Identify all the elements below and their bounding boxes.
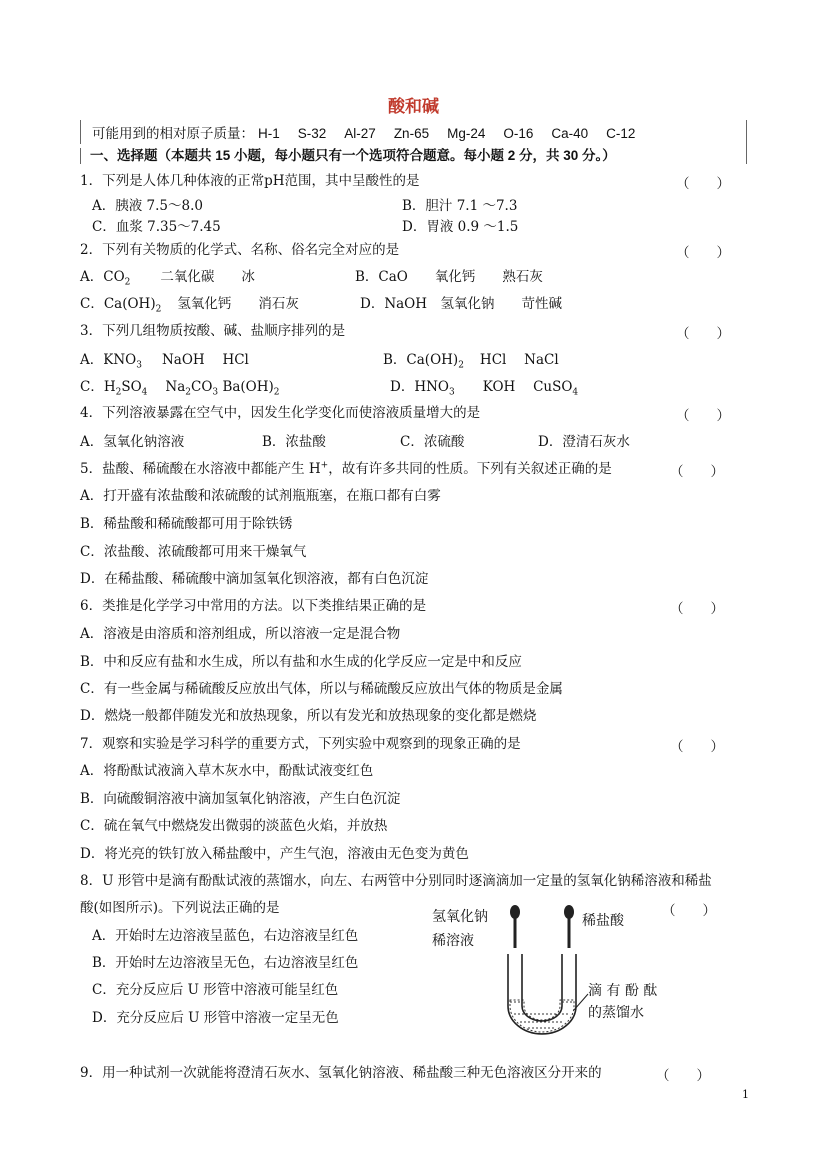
q6-option-b: B．中和反应有盐和水生成，所以有盐和水生成的化学反应一定是中和反应 bbox=[80, 654, 522, 670]
u-tube-drawing bbox=[428, 902, 688, 1042]
section-rule bbox=[80, 148, 81, 164]
atomic-masses-label: 可能用到的相对原子质量： bbox=[92, 126, 254, 141]
q8-answer-bracket: （ ） bbox=[662, 903, 716, 919]
q8-option-a: A．开始时左边溶液呈蓝色，右边溶液呈红色 bbox=[92, 928, 359, 944]
q5-stem-sup: + bbox=[320, 460, 329, 471]
q2-c-sub: 2 bbox=[155, 304, 162, 315]
q7-option-c: C．硫在氧气中燃烧发出微弱的淡蓝色火焰，并放热 bbox=[80, 818, 388, 834]
q8-option-c: C．充分反应后 U 形管中溶液可能呈红色 bbox=[92, 982, 339, 998]
q6-option-c: C．有一些金属与稀硫酸反应放出气体，所以与稀硫酸反应放出气体的物质是金属 bbox=[80, 681, 563, 697]
q3-option-a bbox=[80, 351, 249, 369]
q3-d-sub: 4 bbox=[572, 387, 579, 398]
hcl-label: 稀盐酸 bbox=[582, 913, 624, 929]
naoh-label-line1: 氢氧化钠 bbox=[432, 909, 488, 925]
q7-answer-bracket: （ ） bbox=[670, 739, 724, 755]
q3-b-sub: 2 bbox=[458, 360, 464, 371]
q8-option-d: D．充分反应后 U 形管中溶液一定呈无色 bbox=[92, 1010, 339, 1026]
q6-stem: 6．类推是化学学习中常用的方法。以下类推结果正确的是 bbox=[80, 598, 427, 614]
q3-a-formula: A．KNO bbox=[80, 352, 137, 368]
q6-answer-bracket: （ ） bbox=[670, 601, 724, 617]
mass-item: Ca-40 bbox=[551, 126, 589, 141]
q2-c-formula: C．Ca(OH) bbox=[80, 296, 156, 312]
mass-item: Al-27 bbox=[344, 126, 376, 141]
q3-b-rest: HCl NaCl bbox=[479, 352, 559, 368]
q3-c-sub: 2 bbox=[273, 387, 280, 398]
q5-option-d: D．在稀盐酸、稀硫酸中滴加氢氧化钡溶液，都有白色沉淀 bbox=[80, 571, 429, 587]
q2-c-rest: 氢氧化钙 消石灰 bbox=[177, 296, 299, 312]
u-tube-diagram bbox=[428, 902, 688, 1042]
q2-answer-bracket: （ ） bbox=[676, 245, 730, 261]
q9-stem: 9．用一种试剂一次就能将澄清石灰水、氢氧化钠溶液、稀盐酸三种无色溶液区分开来的 bbox=[80, 1065, 602, 1081]
q2-option-d: D．NaOH 氢氧化钠 苛性碱 bbox=[360, 296, 563, 312]
atomic-masses-line bbox=[92, 125, 653, 143]
q7-stem: 7．观察和实验是学习科学的重要方式，下列实验中观察到的现象正确的是 bbox=[80, 736, 521, 752]
u-tube-inner bbox=[522, 954, 562, 1021]
page-number: 1 bbox=[742, 1088, 749, 1101]
mass-item: C-12 bbox=[606, 126, 636, 141]
q8-stem-line1: 8．U 形管中是滴有酚酞试液的蒸馏水，向左、右两管中分别同时逐滴滴加一定量的氢氧化钠稀溶液和稀盐 bbox=[80, 873, 712, 889]
q2-a-sub: 2 bbox=[124, 277, 131, 288]
right-dropper-icon bbox=[564, 905, 574, 948]
q3-a-sub: 3 bbox=[136, 360, 142, 371]
mass-item: S-32 bbox=[297, 126, 327, 141]
q3-c-part: SO bbox=[121, 379, 142, 395]
q2-option-c bbox=[80, 295, 299, 313]
naoh-label-line2: 稀溶液 bbox=[432, 933, 474, 949]
q3-d-sub: 3 bbox=[448, 387, 455, 398]
q3-c-part: CO bbox=[191, 379, 213, 395]
q2-stem: 2．下列有关物质的化学式、名称、俗名完全对应的是 bbox=[80, 242, 400, 258]
q2-option-b: B．CaO 氧化钙 熟石灰 bbox=[355, 269, 543, 285]
q9-answer-bracket: （ ） bbox=[656, 1068, 710, 1084]
left-rule bbox=[80, 120, 81, 144]
q4-stem: 4．下列溶液暴露在空气中，因发生化学变化而使溶液质量增大的是 bbox=[80, 405, 481, 421]
page-title: 酸和碱 bbox=[388, 97, 439, 117]
q5-stem-part: 5．盐酸、稀硫酸在水溶液中都能产生 H bbox=[80, 461, 321, 477]
q3-option-b bbox=[383, 351, 559, 369]
mass-item: Mg-24 bbox=[447, 126, 486, 141]
water-label-line1: 滴 有 酚 酞 bbox=[588, 983, 658, 999]
q5-option-b: B．稀盐酸和稀硫酸都可用于除铁锈 bbox=[80, 516, 293, 532]
mass-item: H-1 bbox=[258, 126, 280, 141]
q4-answer-bracket: （ ） bbox=[676, 408, 730, 424]
q2-option-a bbox=[80, 268, 255, 286]
left-dropper-icon bbox=[510, 905, 520, 948]
right-rule bbox=[746, 120, 747, 164]
q3-stem: 3．下列几组物质按酸、碱、盐顺序排列的是 bbox=[80, 323, 346, 339]
q2-a-formula: A．CO bbox=[80, 269, 125, 285]
q7-option-d: D．将光亮的铁钉放入稀盐酸中，产生气泡，溶液由无色变为黄色 bbox=[80, 846, 469, 862]
q5-stem-part: ，故有许多共同的性质。下列有关叙述正确的是 bbox=[328, 461, 612, 477]
q3-a-rest: NaOH HCl bbox=[161, 352, 249, 368]
q4-option-b: B．浓盐酸 bbox=[262, 434, 326, 450]
q3-b-formula: B．Ca(OH) bbox=[383, 352, 459, 368]
q5-option-a: A．打开盛有浓盐酸和浓硫酸的试剂瓶瓶塞，在瓶口都有白雾 bbox=[80, 488, 441, 504]
water-label-line2: 的蒸馏水 bbox=[588, 1005, 644, 1021]
section-header: 一、选择题（本题共 15 小题，每小题只有一个选项符合题意。每小题 2 分，共 30 分。） bbox=[90, 148, 616, 163]
q3-c-sub: 4 bbox=[141, 387, 148, 398]
q3-c-sub: 3 bbox=[212, 387, 219, 398]
q3-option-d bbox=[390, 378, 578, 396]
q1-option-b: B．胆汁 7.1 ～7.3 bbox=[402, 198, 518, 214]
q5-option-c: C．浓盐酸、浓硫酸都可用来干燥氧气 bbox=[80, 544, 307, 560]
q3-option-c bbox=[80, 378, 280, 396]
mass-item: O-16 bbox=[503, 126, 534, 141]
q3-c-part: Na bbox=[165, 379, 186, 395]
q6-option-d: D．燃烧一般都伴随发光和放热现象，所以有发光和放热现象的变化都是燃烧 bbox=[80, 708, 537, 724]
q8-option-b: B．开始时左边溶液呈无色，右边溶液呈红色 bbox=[92, 955, 359, 971]
q2-a-rest: 二氧化碳 冰 bbox=[160, 269, 255, 285]
q3-d-rest: KOH CuSO bbox=[482, 379, 573, 395]
q6-option-a: A．溶液是由溶质和溶剂组成，所以溶液一定是混合物 bbox=[80, 626, 401, 642]
q1-stem: 1．下列是人体几种体液的正常pH范围，其中呈酸性的是 bbox=[80, 173, 420, 189]
mass-item: Zn-65 bbox=[393, 126, 430, 141]
q5-stem bbox=[80, 460, 612, 478]
q8-stem-line2: 酸(如图所示)。下列说法正确的是 bbox=[80, 900, 280, 916]
q4-option-d: D．澄清石灰水 bbox=[538, 434, 630, 450]
q3-answer-bracket: （ ） bbox=[676, 326, 730, 342]
q4-option-a: A．氢氧化钠溶液 bbox=[80, 434, 185, 450]
q3-c-sub: 2 bbox=[185, 387, 192, 398]
q3-c-part: C．H bbox=[80, 379, 116, 395]
q7-option-b: B．向硫酸铜溶液中滴加氢氧化钠溶液，产生白色沉淀 bbox=[80, 791, 401, 807]
q3-c-sub: 2 bbox=[115, 387, 122, 398]
q1-answer-bracket: （ ） bbox=[676, 176, 730, 192]
q1-option-d: D．胃液 0.9 ～1.5 bbox=[402, 219, 519, 235]
q1-option-c: C．血浆 7.35～7.45 bbox=[92, 219, 221, 235]
q4-option-c: C．浓硫酸 bbox=[400, 434, 465, 450]
q7-option-a: A．将酚酞试液滴入草木灰水中，酚酞试液变红色 bbox=[80, 763, 374, 779]
q3-c-part: Ba(OH) bbox=[218, 379, 274, 395]
q1-option-a: A．胰液 7.5～8.0 bbox=[92, 198, 203, 214]
q3-d-formula: D．HNO bbox=[390, 379, 449, 395]
q5-answer-bracket: （ ） bbox=[670, 464, 724, 480]
